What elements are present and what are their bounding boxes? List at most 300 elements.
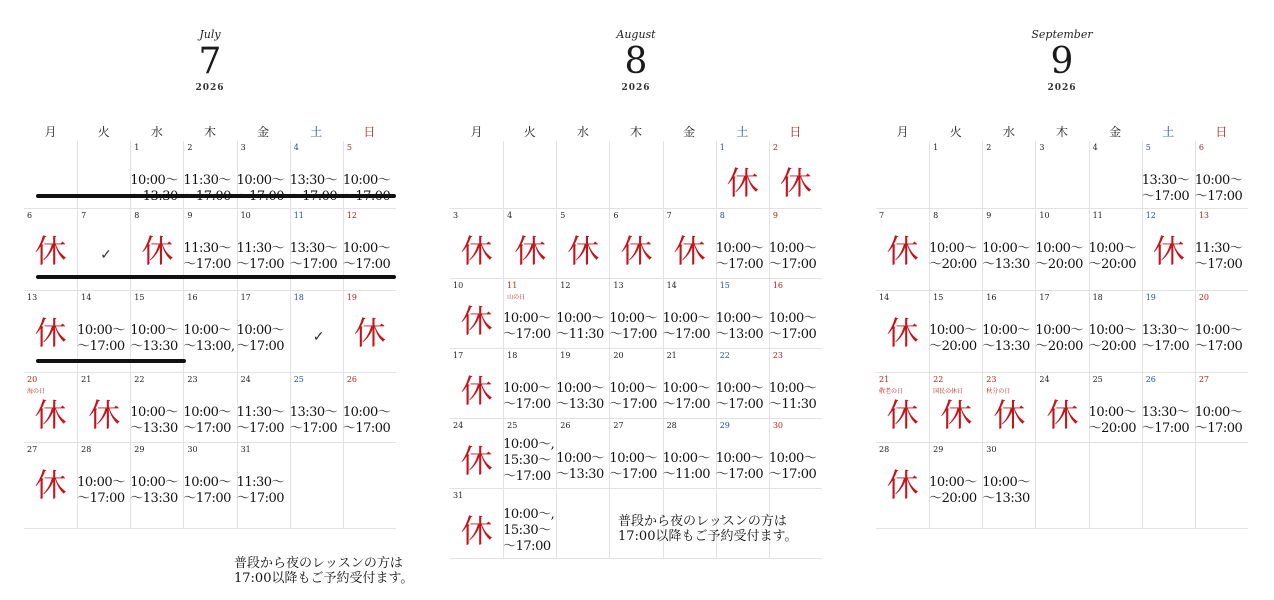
day-cell[interactable] [1089,209,1142,291]
day-number: 10 [1039,211,1050,220]
lesson-hours: 10:00〜 [342,173,391,188]
lesson-hours: 10:00〜 〜20:00 [1035,241,1083,272]
day-cell[interactable] [1035,291,1088,373]
day-number: 28 [879,445,890,454]
day-cell[interactable] [1195,291,1248,373]
day-cell[interactable] [876,373,929,443]
day-number: 19 [346,293,358,302]
lesson-hours: 10:00〜 〜17:00 [77,475,125,506]
day-cell[interactable] [1089,373,1142,443]
day-cell[interactable] [609,419,662,489]
lesson-hours: 10:00〜 〜13:00, [183,323,235,354]
lesson-hours: 11:30〜 〜17:00 [1194,241,1243,272]
lesson-hours: 10:00〜 〜13:30 [982,241,1030,272]
lesson-hours: 10:00〜 〜13:30 [130,323,178,354]
lesson-hours: 10:00〜 〜17:00 [715,241,764,272]
day-cell[interactable] [716,279,769,349]
lesson-hours: 10:00〜 〜20:00 [929,323,977,354]
day-number: 21 [666,351,677,360]
day-cell[interactable] [769,349,822,419]
strikethrough-line [36,359,186,363]
day-number: 13 [27,293,38,302]
day-number: 23 [986,375,997,384]
closed-mark: 休 [460,442,493,480]
closed-mark: 休 [993,396,1026,434]
weekday-label: 土 [736,125,749,139]
weekday-label: 水 [150,125,163,139]
closed-mark: 休 [141,232,174,270]
month-number: 8 [624,41,648,82]
lesson-hours: 10:00〜 〜13:30 [982,475,1030,506]
lesson-hours: 10:00〜 〜20:00 [1035,323,1083,354]
day-cell[interactable] [556,279,609,349]
day-cell[interactable] [503,489,556,559]
day-cell[interactable] [24,443,77,529]
month-name-en: July [199,28,221,41]
closed-mark: 休 [1152,232,1185,270]
day-number: 29 [134,445,145,454]
day-cell[interactable] [237,291,290,373]
day-number: 29 [719,421,730,430]
day-number: 21 [879,375,890,384]
day-cell[interactable] [183,373,236,443]
day-number: 4 [293,143,299,152]
day-number: 12 [1145,211,1156,220]
closed-mark: 休 [886,396,919,434]
day-cell[interactable] [450,489,503,559]
weekday-label: 木 [629,125,642,139]
day-number: 18 [1092,293,1103,302]
day-cell[interactable] [237,373,290,443]
weekday-label: 土 [310,125,323,139]
day-number: 14 [81,293,92,302]
day-cell[interactable] [450,349,503,419]
weekday-label: 金 [1109,125,1122,139]
day-cell[interactable] [876,209,929,291]
day-cell[interactable] [929,141,982,209]
day-cell[interactable] [663,349,716,419]
check-mark-icon: ✓ [100,247,112,263]
closed-mark: 休 [460,232,493,270]
day-cell[interactable] [503,419,556,489]
day-number: 5 [346,143,352,152]
day-number: 1 [134,143,140,152]
day-number: 26 [1145,375,1156,384]
weekday-label: 水 [1002,125,1015,139]
day-cell[interactable] [77,373,130,443]
day-cell[interactable] [343,291,396,373]
day-cell[interactable] [183,291,236,373]
weekday-label: 木 [203,125,216,139]
closed-mark: 休 [886,466,919,504]
lesson-hours: 10:00〜, 15:30〜 〜17:00 [503,437,555,484]
day-cell[interactable] [876,291,929,373]
day-number: 8 [719,211,725,220]
day-number: 7 [666,211,672,220]
lesson-hours: 10:00〜 〜17:00 [662,381,711,412]
closed-mark: 休 [567,232,600,270]
weekday-label: 木 [1055,125,1068,139]
day-cell[interactable] [1035,209,1088,291]
reservation-note: 普段から夜のレッスンの方は 17:00以降もご予約受付ます。 [234,556,414,586]
day-cell[interactable] [1195,373,1248,443]
empty-cell [24,141,77,209]
day-cell[interactable] [1089,291,1142,373]
day-cell[interactable] [183,443,236,529]
day-cell[interactable] [130,373,183,443]
day-number: 27 [27,445,38,454]
day-cell[interactable] [290,373,343,443]
month-number: 7 [198,41,222,82]
lesson-hours: 10:00〜 〜17:00 [503,381,551,412]
day-number: 30 [772,421,784,430]
day-number: 17 [453,351,464,360]
day-number: 9 [187,211,193,220]
day-cell[interactable] [183,141,236,209]
day-number: 15 [719,281,730,290]
day-number: 22 [719,351,730,360]
holiday-label: 敬老の日 [879,388,904,395]
lesson-hours: 13:30〜 〜17:00 [1141,405,1190,436]
closed-mark: 休 [353,314,386,352]
day-number: 16 [187,293,198,302]
day-cell[interactable] [290,291,343,373]
day-cell[interactable] [556,349,609,419]
day-number: 12 [346,211,358,220]
month-header [24,28,396,93]
day-cell[interactable] [929,291,982,373]
weekday-label: 日 [789,125,802,139]
weekday-label: 月 [44,125,57,139]
month-name-en: August [616,28,656,41]
closed-mark: 休 [1046,396,1079,434]
lesson-hours: 10:00〜 〜17:00 [342,241,391,272]
day-cell[interactable] [237,141,290,209]
closed-mark: 休 [673,232,706,270]
day-number: 21 [81,375,92,384]
day-cell[interactable] [609,209,662,279]
lesson-hours: 10:00〜 〜17:00 [768,311,817,342]
day-number: 8 [933,211,939,220]
weekday-label: 金 [683,125,696,139]
day-number: 17 [1039,293,1050,302]
day-cell[interactable] [1142,141,1195,209]
day-cell[interactable] [982,291,1035,373]
weekday-label: 土 [1162,125,1175,139]
closed-mark: 休 [460,302,493,340]
year-label: 2026 [195,83,225,93]
day-number: 18 [507,351,518,360]
empty-cell [450,141,503,209]
empty-cell [343,443,396,529]
day-number: 16 [986,293,997,302]
closed-mark: 休 [779,164,812,202]
day-number: 31 [240,445,251,454]
lesson-hours: 13:30〜 〜17:00 [289,405,338,436]
empty-cell [663,141,716,209]
weekday-header-row [24,123,396,139]
day-number: 13 [1198,211,1210,220]
lesson-hours: 10:00〜 〜17:00 [715,381,764,412]
lesson-hours: 10:00〜 〜17:00 [503,311,551,342]
weekday-header-row [876,123,1248,139]
day-cell[interactable] [1195,141,1248,209]
closed-mark: 休 [34,232,67,270]
day-number: 25 [1092,375,1103,384]
month-header [876,28,1248,93]
holiday-label: 海の日 [27,388,46,395]
month-header [450,28,822,93]
day-number: 20 [613,351,624,360]
day-number: 15 [933,293,944,302]
day-number: 1 [719,143,725,152]
closed-mark: 休 [886,314,919,352]
closed-mark: 休 [940,396,973,434]
lesson-hours: 10:00〜 〜20:00 [1088,405,1137,436]
day-cell[interactable] [663,279,716,349]
reservation-note: 普段から夜のレッスンの方は 17:00以降もご予約受付ます。 [618,514,798,544]
day-number: 11 [1092,211,1103,220]
day-cell[interactable] [769,419,822,489]
day-cell[interactable] [343,141,396,209]
empty-cell [1195,443,1248,529]
day-number: 19 [1145,293,1156,302]
day-number: 5 [1145,143,1151,152]
empty-cell [503,141,556,209]
day-number: 1 [933,143,939,152]
lesson-hours: 10:00〜 〜17:00 [609,311,657,342]
day-number: 3 [453,211,459,220]
day-cell[interactable] [609,349,662,419]
day-cell[interactable] [769,141,822,209]
day-number: 20 [1198,293,1210,302]
day-cell[interactable] [716,349,769,419]
day-number: 25 [293,375,304,384]
lesson-hours: 10:00〜 〜17:00 [609,381,657,412]
day-number: 4 [1092,143,1098,152]
weekday-label: 火 [97,125,110,139]
year-label: 2026 [1047,83,1077,93]
day-number: 14 [879,293,890,302]
day-cell[interactable] [1142,209,1195,291]
day-number: 22 [134,375,145,384]
lesson-hours: 10:00〜, 15:30〜 〜17:00 [503,507,555,554]
day-cell[interactable] [716,419,769,489]
day-cell[interactable] [982,373,1035,443]
day-number: 14 [666,281,677,290]
day-cell[interactable] [929,209,982,291]
day-cell[interactable] [77,443,130,529]
day-number: 7 [81,211,87,220]
weekday-label: 火 [523,125,536,139]
day-cell[interactable] [716,141,769,209]
day-number: 28 [81,445,92,454]
day-number: 9 [772,211,778,220]
lesson-hours: 11:30〜 〜17:00 [236,405,285,436]
day-cell[interactable] [130,443,183,529]
lesson-hours: 13:30〜 〜17:00 [1141,323,1190,354]
day-cell[interactable] [1089,141,1142,209]
closed-mark: 休 [514,232,547,270]
day-cell[interactable] [556,419,609,489]
day-number: 26 [560,421,571,430]
day-cell[interactable] [24,373,77,443]
day-cell[interactable] [929,443,982,529]
lesson-hours: 10:00〜 〜17:00 [662,311,711,342]
strikethrough-line [36,194,396,198]
day-number: 18 [293,293,304,302]
empty-cell [1035,443,1088,529]
day-cell[interactable] [769,209,822,279]
lesson-hours: 10:00〜 〜17:00 [609,451,657,482]
day-number: 10 [240,211,251,220]
holiday-label: 秋分の日 [986,388,1011,395]
closed-mark: 休 [460,512,493,550]
day-cell[interactable] [1142,291,1195,373]
lesson-hours: 13:30〜 〜17:00 [289,241,338,272]
day-number: 12 [560,281,571,290]
closed-mark: 休 [726,164,759,202]
month-august [450,0,822,600]
day-cell[interactable] [503,349,556,419]
day-cell[interactable] [876,443,929,529]
empty-cell [556,489,609,559]
day-number: 8 [134,211,140,220]
calendar-grid [24,141,396,529]
day-cell[interactable] [450,209,503,279]
day-number: 29 [933,445,944,454]
lesson-hours: 13:30〜 〜17:00 [1141,173,1190,204]
closed-mark: 休 [460,372,493,410]
empty-cell [77,141,130,209]
lesson-hours: 11:30〜 〜17:00 [183,241,231,272]
lesson-hours: 10:00〜 〜17:00 [77,323,125,354]
day-number: 19 [560,351,571,360]
closed-mark: 休 [34,314,67,352]
lesson-hours: 10:00〜 〜11:30 [556,311,604,342]
day-cell[interactable] [237,443,290,529]
lesson-hours: 10:00〜 〜17:00 [183,405,231,436]
day-cell[interactable] [716,209,769,279]
weekday-label: 火 [949,125,962,139]
lesson-hours: 11:30〜 [183,173,231,188]
empty-cell [609,141,662,209]
calendar-grid [450,141,822,559]
weekday-label: 金 [257,125,270,139]
day-cell[interactable] [1195,209,1248,291]
day-cell[interactable] [450,279,503,349]
day-cell[interactable] [929,373,982,443]
day-number: 27 [613,421,624,430]
day-number: 5 [560,211,566,220]
check-mark-icon: ✓ [312,329,325,345]
weekday-label: 月 [470,125,483,139]
day-cell[interactable] [503,279,556,349]
weekday-header-row [450,123,822,139]
weekday-label: 月 [896,125,909,139]
day-cell[interactable] [1035,141,1088,209]
lesson-hours: 10:00〜 〜17:00 [1194,173,1243,204]
lesson-hours: 10:00〜 〜13:30 [130,405,178,436]
day-cell[interactable] [982,141,1035,209]
day-cell[interactable] [450,419,503,489]
day-number: 28 [666,421,677,430]
lesson-hours: 10:00〜 〜13:30 [982,323,1030,354]
empty-cell [876,141,929,209]
lesson-hours: 10:00〜 〜13:30 [556,451,604,482]
day-number: 10 [453,281,464,290]
day-number: 26 [346,375,358,384]
day-number: 6 [1198,143,1204,152]
day-number: 9 [986,211,992,220]
holiday-label: 山の日 [507,294,526,301]
day-cell[interactable] [503,209,556,279]
day-number: 3 [240,143,246,152]
weekday-label: 水 [576,125,589,139]
day-number: 17 [240,293,251,302]
day-number: 11 [507,281,518,290]
lesson-hours: 10:00〜 〜17:00 [342,405,391,436]
lesson-hours: 10:00〜 〜13:30 [556,381,604,412]
closed-mark: 休 [620,232,653,270]
day-cell[interactable] [982,209,1035,291]
lesson-hours: 13:30〜 [289,173,338,188]
lesson-hours: 10:00〜 〜13:00 [715,311,764,342]
day-cell[interactable] [609,279,662,349]
empty-cell [1089,443,1142,529]
day-cell[interactable] [769,279,822,349]
lesson-hours: 10:00〜 〜17:00 [1194,323,1243,354]
day-number: 31 [453,491,464,500]
day-number: 15 [134,293,145,302]
day-number: 30 [187,445,198,454]
empty-cell [1142,443,1195,529]
closed-mark: 休 [886,232,919,270]
weekday-label: 日 [363,125,376,139]
day-number: 7 [879,211,885,220]
lesson-hours: 10:00〜 〜17:00 [768,451,817,482]
lesson-hours: 10:00〜 〜17:00 [1194,405,1243,436]
lesson-hours: 10:00〜 〜20:00 [1088,241,1137,272]
day-number: 16 [772,281,784,290]
day-cell[interactable] [1142,373,1195,443]
day-cell[interactable] [982,443,1035,529]
lesson-hours: 10:00〜 〜17:00 [715,451,764,482]
day-cell[interactable] [130,141,183,209]
day-number: 30 [986,445,997,454]
lesson-hours: 10:00〜 〜17:00 [236,323,285,354]
day-number: 2 [187,143,193,152]
lesson-hours: 11:30〜 〜17:00 [236,241,285,272]
closed-mark: 休 [34,396,67,434]
lesson-hours: 10:00〜 [236,173,285,188]
day-number: 3 [1039,143,1045,152]
day-number: 24 [1039,375,1050,384]
day-number: 2 [772,143,778,152]
calendar-grid [876,141,1248,529]
day-cell[interactable] [343,373,396,443]
day-cell[interactable] [290,141,343,209]
day-number: 6 [27,211,33,220]
empty-cell [556,141,609,209]
day-cell[interactable] [663,209,716,279]
day-cell[interactable] [1035,373,1088,443]
lesson-hours: 10:00〜 〜17:00 [768,241,817,272]
day-cell[interactable] [556,209,609,279]
closed-mark: 休 [34,466,67,504]
day-cell[interactable] [663,419,716,489]
lesson-hours: 10:00〜 〜11:00 [662,451,711,482]
